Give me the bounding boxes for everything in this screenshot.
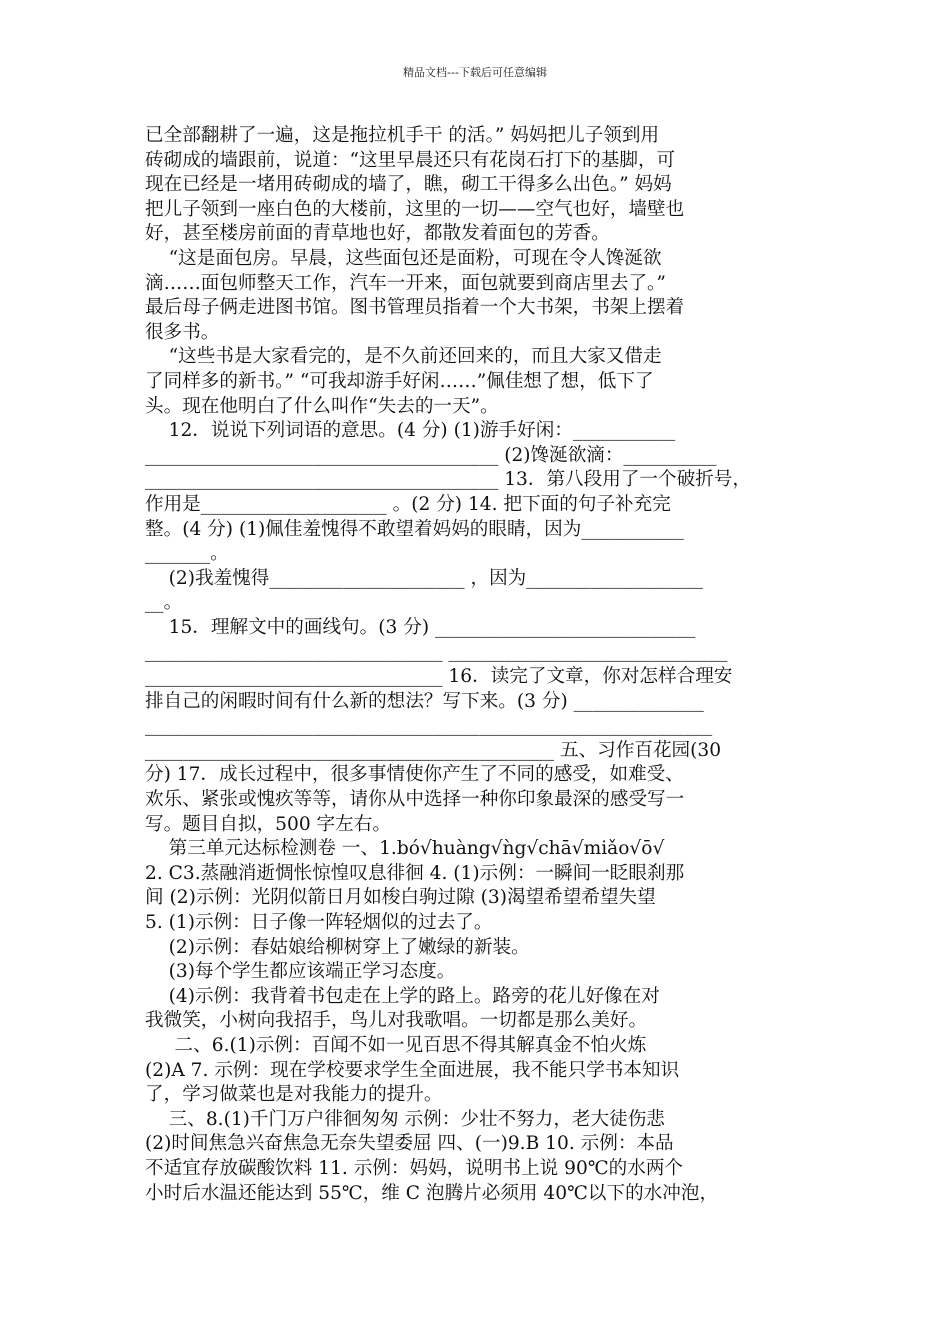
text-line: 分) 17．成长过程中，很多事情使你产生了不同的感受，如难受、: [145, 764, 684, 786]
text-line: 整。(4 分) (1)佩佳羞愧得不敢望着妈妈的眼睛，因为___________: [145, 518, 684, 540]
text-line: 我微笑，小树向我招手，鸟儿对我歌唱。一切都是那么美好。: [145, 1010, 648, 1032]
text-line: (2)A 7. 示例：现在学校要求学生全面进展，我不能只学书本知识: [145, 1059, 680, 1081]
text-line: ________________________________ ______________________________: [145, 641, 728, 663]
text-line: 已全部翻耕了一遍，这是拖拉机手干 的活。” 妈妈把儿子领到用: [145, 125, 660, 146]
text-line: 小时后水温还能达到 55℃，维 C 泡腾片必须用 40℃以下的水冲泡，: [145, 1182, 719, 1204]
text-line: 了，学习做菜也是对我能力的提升。: [145, 1084, 443, 1106]
text-line: ____________________________________________ 五、习作百花园(30: [145, 739, 722, 761]
text-line: ________________________________ 16．读完了文章，你对怎样合理安: [145, 666, 733, 688]
text-line: 排自己的闲暇时间有什么新的想法？写下来。(3 分) ______________: [145, 690, 704, 712]
text-line: 不适宜存放碳酸饮料 11. 示例：妈妈，说明书上说 90℃的水两个: [145, 1157, 684, 1179]
text-line: 砖砌成的墙跟前，说道：“这里早晨还只有花岗石打下的基脚，可: [145, 149, 676, 171]
text-line: _______。: [145, 543, 229, 565]
text-line: ______________________________________ 13．第八段用了一个破折号，: [145, 469, 751, 491]
text-line: ______________________________________ (2)馋涎欲滴：__________: [145, 444, 717, 466]
text-line: 12．说说下列词语的意思。(4 分) (1)游手好闲：___________: [145, 420, 676, 442]
text-line: “这是面包房。早晨，这些面包还是面粉，可现在令人馋涎欲: [145, 247, 662, 269]
text-line: 第三单元达标检测卷 一、1.bó√huàng√ǹg√chā√miǎo√ō√: [145, 838, 665, 860]
text-line: (2)我羞愧得_____________________ ，因为___________________: [145, 567, 703, 589]
text-line: (2)时间焦急兴奋焦急无奈失望委屈 四、(一)9.B 10. 示例：本品: [145, 1133, 674, 1155]
text-line: 二、6.(1)示例：百闻不如一见百思不得其解真金不怕火炼: [145, 1034, 647, 1056]
text-line: (3)每个学生都应该端正学习态度。: [145, 961, 456, 983]
text-line: 三、8.(1)千门万户徘徊匆匆 示例：少壮不努力，老大徒伤悲: [145, 1108, 665, 1130]
text-line: 现在已经是一堵用砖砌成的墙了，瞧，砌工干得多么出色。” 妈妈: [145, 174, 672, 196]
text-line: (4)示例：我背着书包走在上学的路上。路旁的花儿好像在对: [145, 985, 660, 1007]
page-header: 精品文档---下载后可任意编辑: [403, 66, 547, 79]
text-line: _____________________________________________________________: [145, 715, 713, 737]
text-line: 间 (2)示例：光阴似箭日月如梭白驹过隙 (3)渴望希望希望失望: [145, 887, 656, 909]
text-line: 15．理解文中的画线句。(3 分) ____________________________: [145, 616, 696, 638]
text-line: 头。现在他明白了什么叫作“失去的一天”。: [145, 395, 499, 417]
text-line: (2)示例：春姑娘给柳树穿上了嫩绿的新装。: [145, 936, 530, 958]
text-line: 写。题目自拟，500 字左右。: [145, 813, 391, 835]
text-line: 作用是____________________ 。(2 分) 14. 把下面的句子补充完: [145, 493, 671, 515]
text-line: 了同样多的新书。” “可我却游手好闲……”佩佳想了想，低下了: [145, 370, 654, 392]
text-line: “这些书是大家看完的，是不久前还回来的，而且大家又借走: [145, 346, 662, 368]
text-line: 最后母子俩走进图书馆。图书管理员指着一个大书架，书架上摆着: [145, 297, 685, 319]
document-body: [145, 124, 811, 1206]
text-line: __。: [145, 592, 183, 614]
text-line: 2. C3.蒸融消逝惆怅惊惶叹息徘徊 4. (1)示例：一瞬间一眨眼刹那: [145, 862, 685, 884]
text-line: 很多书。: [145, 321, 220, 343]
text-line: 欢乐、紧张或愧疚等等，请你从中选择一种你印象最深的感受写一: [145, 789, 685, 811]
text-line: 好，甚至楼房前面的青草地也好，都散发着面包的芳香。: [145, 223, 610, 245]
text-line: 把儿子领到一座白色的大楼前，这里的一切——空气也好，墙壁也: [145, 198, 685, 220]
text-line: 5. (1)示例：日子像一阵轻烟似的过去了。: [145, 912, 493, 933]
text-line: 滴……面包师整天工作，汽车一开来，面包就要到商店里去了。”: [145, 272, 666, 294]
